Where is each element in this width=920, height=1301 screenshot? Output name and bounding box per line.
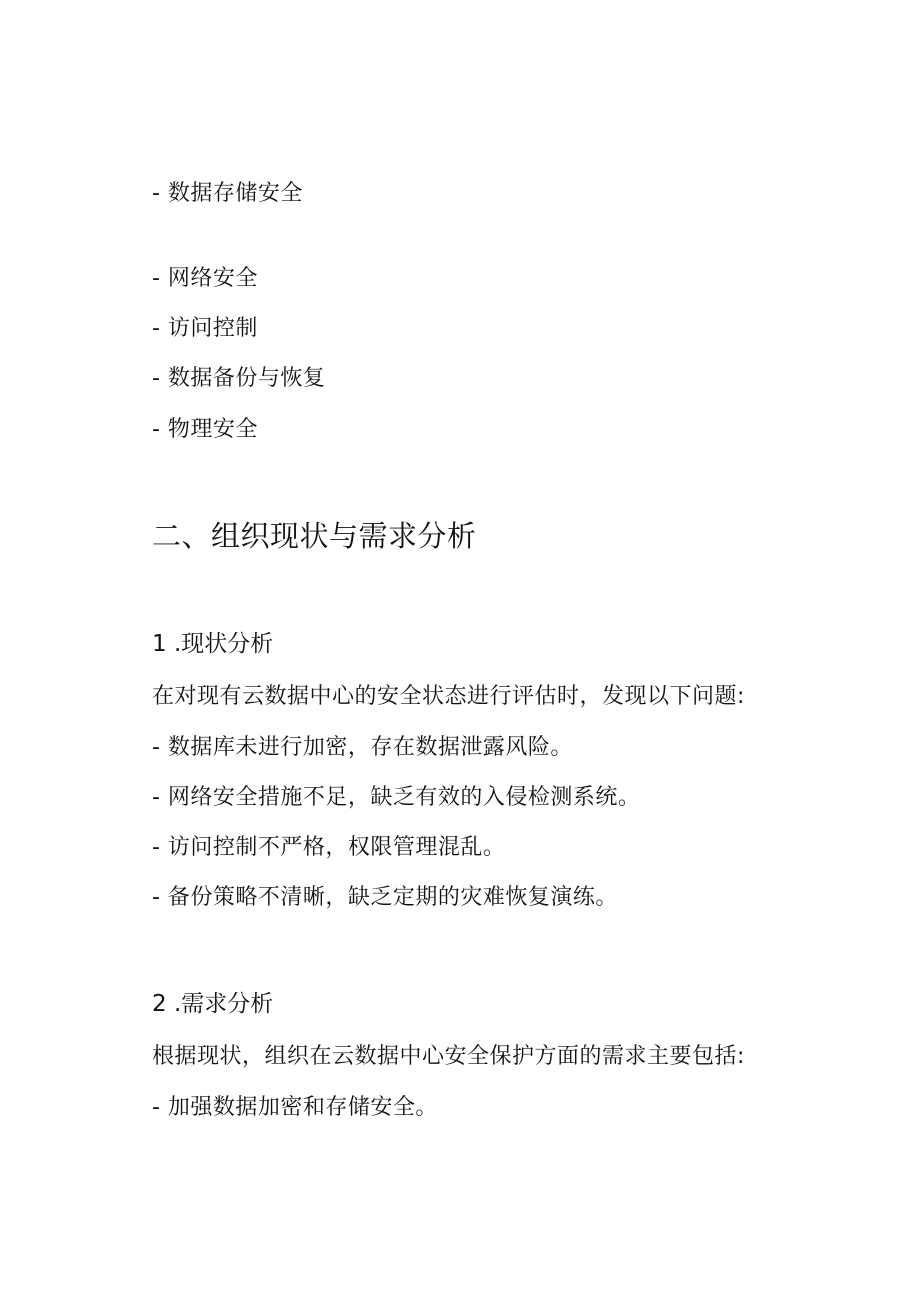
list-item: - 备份策略不清晰，缺乏定期的灾难恢复演练。 — [152, 885, 618, 910]
list-item: - 加强数据加密和存储安全。 — [152, 1095, 438, 1120]
list-item: - 网络安全措施不足，缺乏有效的入侵检测系统。 — [152, 785, 641, 810]
list-item: - 数据库未进行加密，存在数据泄露风险。 — [152, 735, 573, 760]
list-item: - 数据存储安全 — [152, 181, 303, 206]
paragraph-intro: 根据现状，组织在云数据中心安全保护方面的需求主要包括: — [152, 1044, 745, 1069]
section-heading: 二、组织现状与需求分析 — [152, 519, 477, 553]
list-item: - 物理安全 — [152, 417, 258, 442]
list-item: - 数据备份与恢复 — [152, 366, 326, 391]
list-item: - 访问控制 — [152, 316, 258, 341]
subsection-heading-current-status: 1 .现状分析 — [152, 631, 274, 657]
paragraph-intro: 在对现有云数据中心的安全状态进行评估时，发现以下问题: — [152, 684, 745, 709]
list-item: - 访问控制不严格，权限管理混乱。 — [152, 835, 506, 860]
list-item: - 网络安全 — [152, 266, 258, 291]
subsection-heading-requirements: 2 .需求分析 — [152, 991, 274, 1017]
